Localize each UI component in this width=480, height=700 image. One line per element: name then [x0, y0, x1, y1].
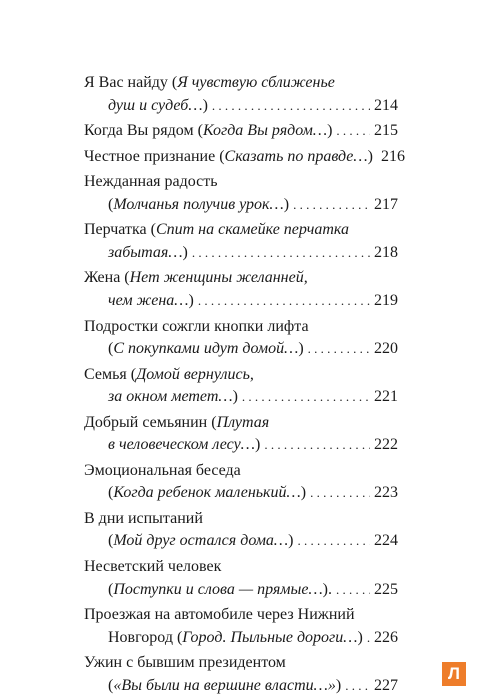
toc-close-paren: )	[367, 147, 373, 165]
toc-title-plain: Перчатка (	[84, 221, 156, 239]
toc-title-plain: Честное признание (	[84, 147, 225, 165]
toc-line	[84, 675, 398, 698]
toc-title	[84, 556, 221, 579]
toc-subtitle: Домой вернулись,	[136, 365, 254, 383]
toc-entry	[84, 316, 398, 361]
toc-title	[84, 604, 355, 627]
dot-leader	[336, 120, 370, 143]
toc-subtitle: Плутая	[216, 413, 270, 431]
toc-close-paren: )	[357, 628, 363, 646]
toc-line	[84, 316, 398, 339]
toc-line	[84, 194, 398, 217]
toc-title	[108, 95, 208, 118]
toc-close-paren: )	[232, 388, 238, 406]
toc-entry	[84, 412, 398, 457]
toc-title	[84, 316, 309, 339]
toc-subtitle: «Вы были на вершине власти…»	[113, 676, 336, 694]
toc-subtitle: Спит на скамейке перчатка	[155, 221, 349, 239]
toc-title-plain: (	[108, 580, 114, 598]
toc-line	[84, 627, 398, 650]
toc-line	[84, 412, 398, 435]
toc-entry	[84, 267, 398, 312]
toc-title-plain: (	[108, 484, 114, 502]
toc-subtitle: забытая…	[108, 243, 183, 261]
toc-title	[84, 412, 269, 435]
toc-entry	[84, 364, 398, 409]
toc-title	[108, 290, 194, 313]
toc-entry	[84, 219, 398, 264]
toc-title	[84, 267, 308, 290]
toc-line	[84, 219, 398, 242]
toc-line	[84, 72, 398, 95]
toc-title-plain: Семья (	[84, 365, 137, 383]
toc-title	[108, 627, 363, 650]
toc-subtitle: Когда ребенок маленький…	[113, 484, 301, 502]
toc-close-paren: )	[327, 122, 333, 140]
toc-title	[84, 120, 332, 143]
page-number: 219	[374, 291, 398, 309]
dot-leader	[308, 338, 370, 361]
toc-entry	[84, 652, 398, 697]
toc-title-plain: Подростки сожгли кнопки лифта	[84, 317, 309, 335]
toc-close-paren: )	[182, 243, 188, 261]
dot-leader	[297, 530, 370, 553]
toc-title-plain: Добрый семьянин (	[84, 413, 217, 431]
dot-leader	[367, 627, 370, 650]
toc-title-plain: (	[108, 532, 114, 550]
toc-line	[84, 290, 398, 313]
page-number: 223	[374, 484, 398, 502]
toc-title-plain: Жена (	[84, 269, 130, 287]
toc-close-paren: )	[298, 340, 304, 358]
page-number: 215	[374, 122, 398, 140]
page-number: 226	[374, 628, 398, 646]
toc-title-plain: Несветский человек	[84, 558, 222, 576]
toc-close-paren: )	[288, 532, 294, 550]
toc-subtitle: в человеческом лесу…	[108, 436, 255, 454]
toc-title	[108, 338, 304, 361]
toc-line	[84, 604, 398, 627]
page-number: 224	[374, 532, 398, 550]
page-number: 216	[380, 147, 405, 165]
toc-title	[84, 219, 349, 242]
toc-title	[108, 579, 332, 602]
toc-title-plain: Проезжая на автомобиле через Нижний	[84, 606, 355, 624]
toc-title-plain: (	[108, 340, 114, 358]
toc-title-plain: Когда Вы рядом (	[84, 122, 203, 140]
toc-line	[84, 386, 398, 409]
toc-title	[84, 364, 254, 387]
toc-subtitle: Нет женщины желанней,	[129, 269, 308, 287]
toc-entry	[84, 171, 398, 216]
dot-leader	[293, 194, 370, 217]
page-number: 217	[374, 195, 398, 213]
toc-line	[84, 460, 398, 483]
toc-line	[84, 364, 398, 387]
toc-title-plain: Ужин с бывшим президентом	[84, 654, 286, 672]
toc-title	[108, 386, 238, 409]
toc-title	[108, 675, 341, 698]
toc-entry	[84, 556, 398, 601]
dot-leader	[198, 290, 370, 313]
toc-line	[84, 556, 398, 579]
toc-entry	[84, 120, 398, 143]
page-number: 220	[374, 340, 398, 358]
table-of-contents	[84, 72, 405, 700]
toc-line	[84, 508, 398, 531]
toc-title-plain: (	[108, 676, 114, 694]
toc-line	[84, 579, 398, 602]
toc-title	[84, 460, 241, 483]
toc-entry	[84, 460, 398, 505]
page-number: 227	[374, 676, 398, 694]
publisher-logo: Л	[442, 662, 466, 686]
toc-line	[84, 482, 398, 505]
toc-subtitle: за окном метет…	[108, 388, 233, 406]
toc-close-paren: )	[300, 484, 307, 502]
toc-close-paren: )	[254, 436, 261, 454]
toc-line	[84, 146, 405, 169]
toc-title	[108, 434, 260, 457]
toc-title	[84, 146, 373, 169]
toc-entry	[84, 72, 398, 117]
toc-title	[108, 242, 188, 265]
toc-entry	[84, 604, 398, 649]
toc-subtitle: Мой друг остался дома…	[113, 532, 289, 550]
toc-title-plain: Новгород (	[108, 628, 183, 646]
toc-close-paren: )	[283, 195, 290, 213]
dot-leader	[264, 434, 370, 457]
dot-leader	[336, 579, 370, 602]
toc-subtitle: Сказать по правде…	[224, 147, 368, 165]
toc-title	[84, 508, 203, 531]
dot-leader	[310, 482, 370, 505]
dot-leader	[192, 242, 370, 265]
toc-line	[84, 95, 398, 118]
toc-line	[84, 338, 398, 361]
toc-title	[84, 72, 335, 95]
page-number: 225	[374, 580, 398, 598]
toc-line	[84, 652, 398, 675]
toc-title-plain: (	[108, 195, 114, 213]
toc-subtitle: чем жена…	[108, 291, 189, 309]
toc-close-paren: )	[188, 291, 194, 309]
page-number: 218	[374, 243, 398, 261]
toc-subtitle: Поступки и слова — прямые…	[113, 580, 323, 598]
toc-close-paren: )	[202, 96, 208, 114]
toc-title-plain: Эмоциональная беседа	[84, 461, 241, 479]
toc-close-paren: )	[335, 676, 342, 694]
toc-title	[84, 652, 286, 675]
toc-subtitle: Когда Вы рядом…	[202, 122, 328, 140]
toc-line	[84, 120, 398, 143]
toc-title	[84, 171, 218, 194]
toc-subtitle: Я чувствую сближенье	[177, 74, 335, 91]
page-number: 221	[374, 388, 398, 406]
toc-title-plain: Нежданная радость	[84, 173, 218, 191]
toc-line	[84, 267, 398, 290]
toc-line	[84, 530, 398, 553]
toc-title-plain: В дни испытаний	[84, 509, 203, 527]
toc-subtitle: С покупками идут домой…	[113, 340, 299, 358]
page-number: 214	[374, 96, 398, 114]
toc-subtitle: Город. Пыльные дороги…	[182, 628, 358, 646]
toc-title	[108, 530, 293, 553]
toc-line	[84, 171, 398, 194]
toc-line	[84, 434, 398, 457]
toc-line	[84, 242, 398, 265]
toc-entry	[84, 146, 405, 169]
toc-entry	[84, 508, 398, 553]
toc-subtitle: Молчанья получив урок…	[113, 195, 284, 213]
toc-subtitle: душ и судеб…	[108, 96, 203, 114]
dot-leader	[212, 95, 370, 118]
toc-close-paren: ).	[322, 580, 332, 598]
toc-title	[108, 194, 289, 217]
dot-leader	[242, 386, 370, 409]
toc-title	[108, 482, 306, 505]
page-number: 222	[374, 436, 398, 454]
dot-leader	[345, 675, 370, 698]
toc-title-plain: Я Вас найду (	[84, 74, 178, 91]
